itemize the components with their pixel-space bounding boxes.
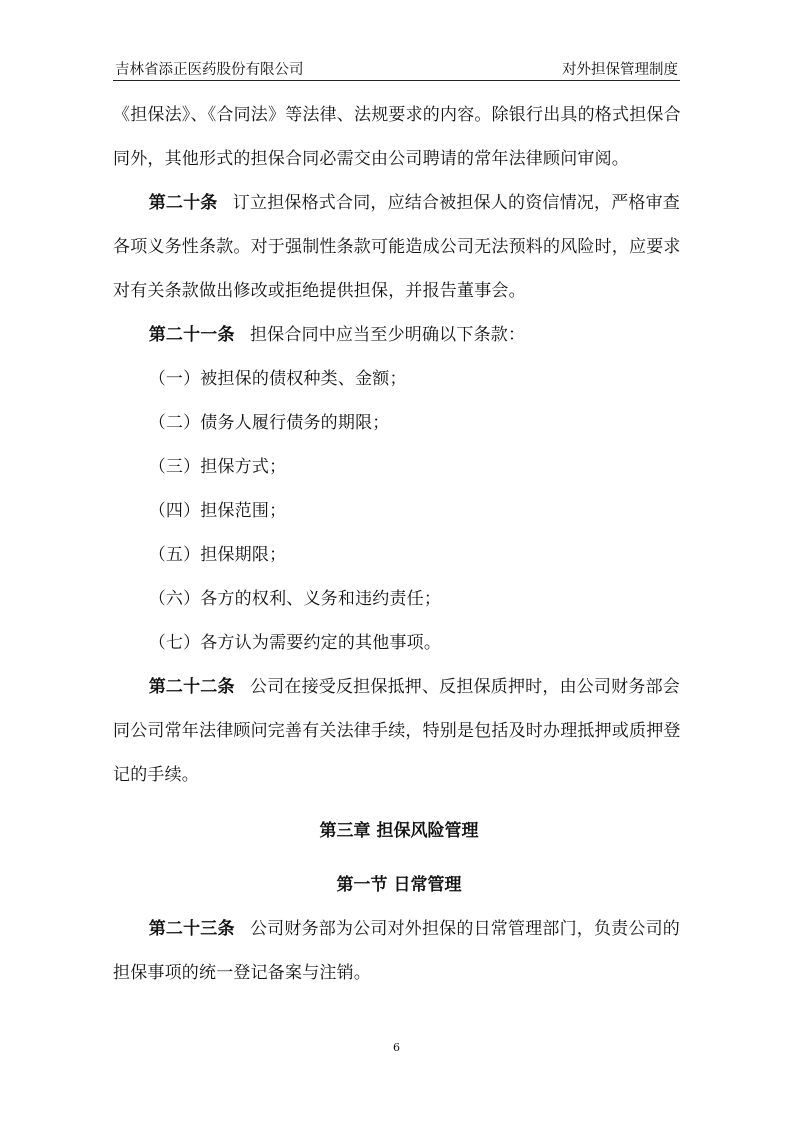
article-20 <box>113 181 685 313</box>
article-21 <box>113 313 685 357</box>
list-item: （一）被担保的债权种类、金额； <box>148 369 407 389</box>
article-22-label: 第二十二条 <box>148 677 235 697</box>
list-item: （四）担保范围； <box>148 501 287 521</box>
page-header <box>113 54 680 81</box>
article-21-label: 第二十一条 <box>148 325 235 345</box>
list-item: （三）担保方式； <box>148 457 287 477</box>
header-company-name: 吉林省添正医药股份有限公司 <box>115 62 304 78</box>
list-item: （七）各方认为需要约定的其他事项。 <box>148 633 442 653</box>
list-item: （五）担保期限； <box>148 545 287 565</box>
list-item: （六）各方的权利、义务和违约责任； <box>148 589 442 609</box>
article-21-text: 担保合同中应当至少明确以下条款： <box>249 325 526 345</box>
list-item: （二）债务人履行债务的期限； <box>148 413 390 433</box>
article-23-label: 第二十三条 <box>148 919 235 939</box>
article-20-text: 订立担保格式合同，应结合被担保人的资信情况，严格审查各项义务性条款。对于强制性条款可能造成公司无法预料的风险时，应要求对有关条款做出修改或拒绝提供担保，并报告董事会。 <box>113 193 681 301</box>
page-number: 6 <box>393 1041 400 1054</box>
chapter-heading: 第三章 担保风险管理 <box>319 821 479 841</box>
header-document-title: 对外担保管理制度 <box>562 62 678 78</box>
section-heading: 第一节 日常管理 <box>336 875 462 895</box>
document-body <box>113 93 685 995</box>
article-22-text: 公司在接受反担保抵押、反担保质押时，由公司财务部会同公司常年法律顾问完善有关法律手续，特别是包括及时办理抵押或质押登记的手续。 <box>113 677 681 785</box>
paragraph-continuation: 《担保法》、《合同法》等法律、法规要求的内容。除银行出具的格式担保合同外，其他形式的担保合同必需交由公司聘请的常年法律顾问审阅。 <box>113 105 681 169</box>
article-23-text: 公司财务部为公司对外担保的日常管理部门，负责公司的担保事项的统一登记备案与注销。 <box>113 919 680 983</box>
article-23 <box>113 907 685 995</box>
article-20-label: 第二十条 <box>148 193 218 213</box>
article-22 <box>113 665 685 797</box>
